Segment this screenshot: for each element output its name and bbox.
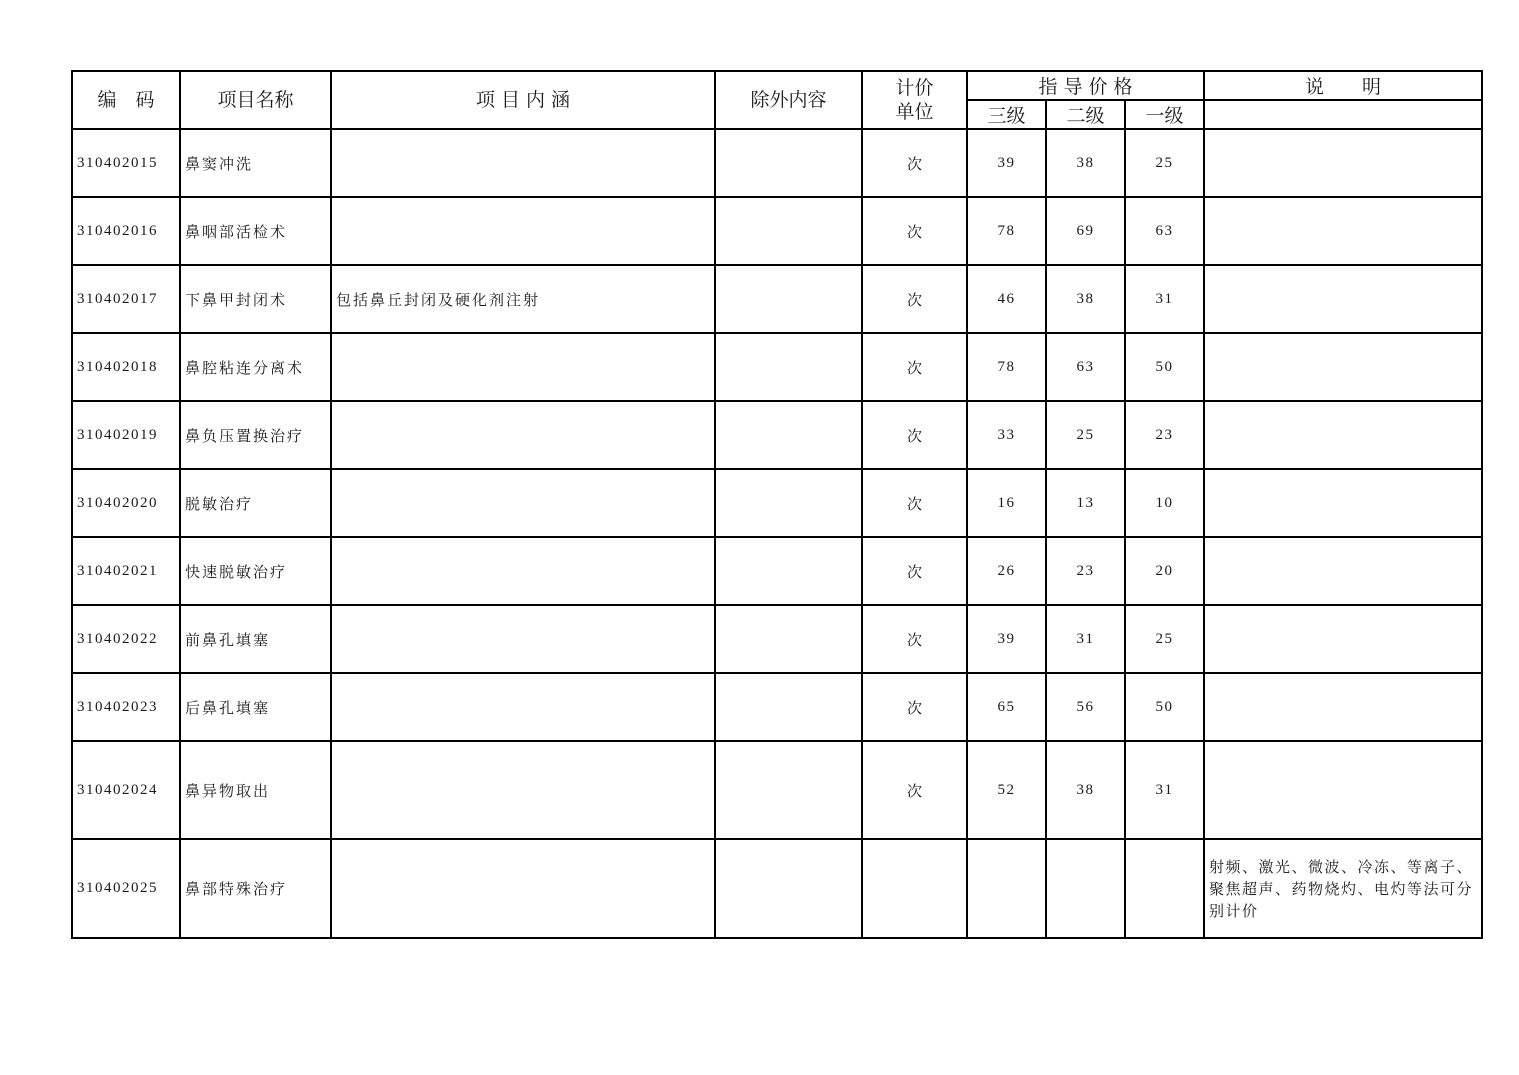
cell-note [1204, 333, 1482, 401]
cell-price-level1: 63 [1125, 197, 1204, 265]
cell-exclusions [715, 839, 862, 938]
cell-code: 310402021 [72, 537, 180, 605]
cell-content [331, 333, 715, 401]
cell-content [331, 673, 715, 741]
cell-price-level1 [1125, 839, 1204, 938]
cell-code: 310402023 [72, 673, 180, 741]
cell-exclusions [715, 605, 862, 673]
cell-exclusions [715, 741, 862, 839]
table-row [72, 741, 1482, 839]
cell-price-level2: 38 [1046, 265, 1125, 333]
price-table [71, 70, 1483, 939]
cell-exclusions [715, 129, 862, 197]
cell-note [1204, 401, 1482, 469]
header-unit: 计价 单位 [862, 71, 967, 129]
cell-price-level3: 78 [967, 197, 1046, 265]
cell-price-level2 [1046, 839, 1125, 938]
header-name: 项目名称 [180, 71, 331, 129]
cell-content [331, 197, 715, 265]
cell-exclusions [715, 401, 862, 469]
cell-name: 鼻窦冲洗 [180, 129, 331, 197]
cell-price-level1: 25 [1125, 605, 1204, 673]
table-row [72, 333, 1482, 401]
table-row [72, 605, 1482, 673]
cell-unit [862, 839, 967, 938]
cell-code: 310402015 [72, 129, 180, 197]
table-row [72, 839, 1482, 938]
cell-unit: 次 [862, 469, 967, 537]
table-body [72, 129, 1482, 938]
cell-unit: 次 [862, 333, 967, 401]
cell-price-level3: 26 [967, 537, 1046, 605]
cell-price-level1: 50 [1125, 333, 1204, 401]
table-row [72, 537, 1482, 605]
cell-price-level2: 31 [1046, 605, 1125, 673]
cell-exclusions [715, 333, 862, 401]
cell-name: 鼻咽部活检术 [180, 197, 331, 265]
cell-price-level3: 65 [967, 673, 1046, 741]
cell-name: 下鼻甲封闭术 [180, 265, 331, 333]
cell-unit: 次 [862, 537, 967, 605]
cell-code: 310402017 [72, 265, 180, 333]
cell-unit: 次 [862, 129, 967, 197]
cell-unit: 次 [862, 265, 967, 333]
cell-name: 前鼻孔填塞 [180, 605, 331, 673]
cell-price-level3 [967, 839, 1046, 938]
cell-exclusions [715, 469, 862, 537]
cell-code: 310402020 [72, 469, 180, 537]
cell-price-level2: 56 [1046, 673, 1125, 741]
header-price-group: 指 导 价 格 [967, 71, 1204, 100]
cell-code: 310402019 [72, 401, 180, 469]
cell-note [1204, 741, 1482, 839]
cell-price-level2: 25 [1046, 401, 1125, 469]
cell-price-level1: 31 [1125, 741, 1204, 839]
cell-price-level1: 31 [1125, 265, 1204, 333]
cell-price-level1: 23 [1125, 401, 1204, 469]
table-row [72, 265, 1482, 333]
cell-note: 射频、激光、微波、冷冻、等离子、聚焦超声、药物烧灼、电灼等法可分别计价 [1204, 839, 1482, 938]
header-level2: 二级 [1046, 100, 1125, 129]
cell-name: 鼻部特殊治疗 [180, 839, 331, 938]
header-code: 编 码 [72, 71, 180, 129]
cell-content [331, 537, 715, 605]
cell-exclusions [715, 537, 862, 605]
header-notes-blank [1204, 100, 1482, 129]
cell-content [331, 605, 715, 673]
table-row [72, 401, 1482, 469]
cell-name: 后鼻孔填塞 [180, 673, 331, 741]
table-row [72, 469, 1482, 537]
cell-note [1204, 197, 1482, 265]
cell-price-level2: 63 [1046, 333, 1125, 401]
cell-price-level2: 13 [1046, 469, 1125, 537]
cell-code: 310402016 [72, 197, 180, 265]
header-notes: 说 明 [1204, 71, 1482, 100]
cell-unit: 次 [862, 401, 967, 469]
cell-price-level2: 38 [1046, 129, 1125, 197]
cell-content [331, 839, 715, 938]
cell-content: 包括鼻丘封闭及硬化剂注射 [331, 265, 715, 333]
cell-note [1204, 265, 1482, 333]
cell-price-level3: 16 [967, 469, 1046, 537]
cell-code: 310402022 [72, 605, 180, 673]
cell-note [1204, 537, 1482, 605]
cell-content [331, 401, 715, 469]
header-content: 项 目 内 涵 [331, 71, 715, 129]
cell-unit: 次 [862, 673, 967, 741]
cell-code: 310402024 [72, 741, 180, 839]
header-level1: 一级 [1125, 100, 1204, 129]
cell-note [1204, 129, 1482, 197]
cell-exclusions [715, 197, 862, 265]
cell-price-level1: 20 [1125, 537, 1204, 605]
cell-note [1204, 469, 1482, 537]
cell-note [1204, 605, 1482, 673]
cell-price-level3: 46 [967, 265, 1046, 333]
cell-name: 鼻负压置换治疗 [180, 401, 331, 469]
table-row [72, 129, 1482, 197]
header-exclusions: 除外内容 [715, 71, 862, 129]
cell-exclusions [715, 265, 862, 333]
cell-price-level3: 39 [967, 129, 1046, 197]
cell-name: 鼻腔粘连分离术 [180, 333, 331, 401]
cell-content [331, 741, 715, 839]
cell-content [331, 129, 715, 197]
header-level3: 三级 [967, 100, 1046, 129]
cell-price-level2: 38 [1046, 741, 1125, 839]
table-row [72, 673, 1482, 741]
cell-price-level3: 78 [967, 333, 1046, 401]
cell-unit: 次 [862, 741, 967, 839]
cell-price-level3: 39 [967, 605, 1046, 673]
cell-unit: 次 [862, 605, 967, 673]
cell-name: 鼻异物取出 [180, 741, 331, 839]
cell-code: 310402018 [72, 333, 180, 401]
cell-price-level1: 10 [1125, 469, 1204, 537]
cell-price-level2: 23 [1046, 537, 1125, 605]
cell-name: 脱敏治疗 [180, 469, 331, 537]
cell-price-level3: 33 [967, 401, 1046, 469]
cell-name: 快速脱敏治疗 [180, 537, 331, 605]
cell-exclusions [715, 673, 862, 741]
cell-price-level3: 52 [967, 741, 1046, 839]
table-row [72, 197, 1482, 265]
cell-price-level1: 50 [1125, 673, 1204, 741]
cell-price-level2: 69 [1046, 197, 1125, 265]
cell-code: 310402025 [72, 839, 180, 938]
cell-content [331, 469, 715, 537]
cell-unit: 次 [862, 197, 967, 265]
cell-price-level1: 25 [1125, 129, 1204, 197]
cell-note [1204, 673, 1482, 741]
